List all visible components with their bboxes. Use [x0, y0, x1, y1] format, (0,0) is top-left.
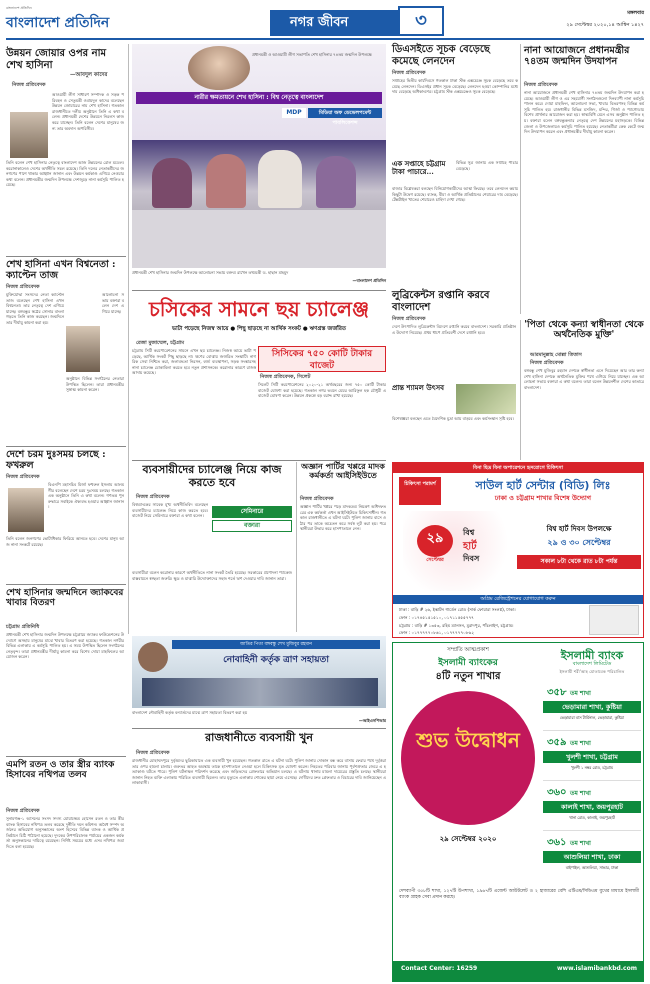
- s9b-headline: প্রান্ত শ্যামল উৎসব: [392, 383, 444, 392]
- ad-heart-ctg-phone: ফোন : ০১৭৭৭৭৭০৮৬১, ০১৭৭৭৭৭০৮৬২: [399, 630, 475, 635]
- s1-headline: উন্নয়ন জোয়ার ওপর নাম শেখ হাসিনা: [6, 48, 107, 71]
- s3-reporter: নিজস্ব প্রতিবেদক: [6, 474, 40, 480]
- s8b-body: সিলেট সিটি করপোরেশনের ২০২০-২১ অর্থবছরের জন্য ৭৫০ কোটি টাকার বাজেট ঘোষণা করা হয়েছে। গতকাল নগর ভবনে মেয়র আরিফুল হক চৌধুরী এ বাজেট ঘোষণা করেন। উন্নয়ন প্রকল্পে বড় বরাদ্দ রাখা হয়েছে।: [258, 382, 386, 399]
- heart-word: হার্ট: [463, 541, 477, 552]
- s4-reporter: চট্টগ্রাম প্রতিনিধি: [6, 624, 40, 630]
- s7-reporter: নিজস্ব প্রতিবেদক: [524, 82, 558, 88]
- s1-portrait: [10, 112, 48, 158]
- s10-body: বঙ্গবন্ধু শেখ মুজিবুর রহমান দেশকে স্বাধীনতা এনে দিয়েছেন আর তার কন্যা শেখ হাসিনা দেশকে অর্থনৈতিক মুক্তির পথে এগিয়ে নিয়ে যাচ্ছেন। এক আলোচনা সভায় বক্তারা এ কথা বলেন। তারা বলেন উন্নয়নশীল দেশের কাতারে বাংলাদেশ।: [524, 368, 644, 390]
- navy-crowd: [142, 678, 378, 706]
- navy-credit: —আইএসপিআর: [358, 718, 386, 723]
- speaker: [258, 150, 302, 208]
- ad-heart-dhaka-phone: ফোন : ০১৭৪৫১৫১৫১০, ০১৭১১৫৫৫৭৭৭: [399, 615, 475, 620]
- navy-portrait: [138, 642, 168, 672]
- logo-text: বাংলাদেশ প্রতিদিন: [6, 15, 110, 31]
- s6b-body: বিভিন্ন সূত্র জানায় এক সপ্তাহে পাচার বেড়েছে।: [456, 160, 518, 171]
- islami-bank-ad: [392, 642, 644, 982]
- s13-headline: রাজধানীতে ব্যবসায়ী খুন: [205, 731, 313, 744]
- branch-addr: খুলশী ১ নম্বর রোড, চট্টগ্রাম: [571, 765, 613, 770]
- s10-reporter: নিজস্ব প্রতিবেদক: [530, 360, 564, 366]
- branch-suffix: তম শাখা: [569, 840, 591, 847]
- heart-date: ২৯: [417, 525, 453, 557]
- event-scene: [132, 140, 386, 268]
- branch-number: ৩৬১: [547, 837, 567, 848]
- s6-body: সপ্তাহের দ্বিতীয় কার্যদিবসে গতকাল ঢাকা স্টক এক্সচেঞ্জে সূচক বেড়েছে তবে কমেছে লেনদেন। ডিএসইর প্রধান সূচক বেড়েছে। লেনদেন হওয়া কোম্পানির মধ্যে দাম বেড়েছে অধিকাংশের। চট্টগ্রাম স্টক এক্সচেঞ্জেও সূচক বেড়েছে।: [392, 78, 518, 95]
- logo: [6, 6, 136, 36]
- s1-body-cont: তিনি বলেন শেখ হাসিনার নেতৃত্বে বাংলাদেশ আজ উন্নয়নের রোল মডেল। করোনাকালেও দেশের অর্থনীতি সচল রয়েছে। তিনি দলের নেতাকর্মীদের জনগণের পাশে থাকার আহ্বান জানান এবং উন্নয়ন কর্মকাণ্ড এগিয়ে নেওয়ার কথা বলেন। প্রধানমন্ত্রীর জন্মদিন উপলক্ষে দেশজুড়ে নানা কর্মসূচি পালিত হয়েছে।: [6, 160, 124, 188]
- heart-day-word: দিবস: [463, 554, 480, 563]
- branch-item: [543, 733, 641, 781]
- ad-heart-ctg: চট্টগ্রাম : বাড়ি # ১৩৫৩, রহিম ম্যানসন, মুরাদপুর, পাঁচলাইশ, চট্টগ্রাম।: [399, 623, 514, 628]
- banner-line1: প্রধানমন্ত্রী ও আওয়ামী লীগ সভাপতি শেখ হাসিনার ৭৪তম জন্মদিন উপলক্ষে: [252, 52, 372, 57]
- s2-headline: শেখ হাসিনা এখন বিশ্বনেতা : ক্যাপ্টেন তাজ: [6, 259, 116, 281]
- page-number: ৩: [398, 6, 444, 36]
- branch-suffix: তম শাখা: [570, 790, 591, 797]
- s8-sub1: ভাটা পড়েছে নিজস্ব আয়ে: [172, 326, 229, 332]
- s8b-headline: সিসিকের ৭৫০ কোটি টাকার বাজেট: [258, 346, 386, 372]
- s7-body: নানা আয়োজনে প্রধানমন্ত্রী শেখ হাসিনার ৭৪তম জন্মদিন উদযাপন করা হয়েছে। আওয়ামী লীগ ও এর সহযোগী সংগঠনগুলো দিনব্যাপী নানা কর্মসূচি পালন করে। দোয়া মাহফিল, আলোচনা সভা, খাবার বিতরণসহ বিভিন্ন কর্মসূচি পালিত হয়। রাজধানীর বিভিন্ন মসজিদ, মন্দির, গির্জা ও প্যাগোডায় বিশেষ প্রার্থনার আয়োজন করা হয়। স্বাস্থ্যবিধি মেনে এসব অনুষ্ঠান পালিত হয়। বক্তারা বলেন বঙ্গবন্ধুকন্যার নেতৃত্বে দেশ উন্নয়নের মহাসড়কে। বিভিন্ন জেলা ও উপজেলায়ও কর্মসূচি পালিত হয়েছে। নেতাকর্মীরা কেক কেটে জন্মদিন উদযাপন করেন এবং প্রধানমন্ত্রীর দীর্ঘায়ু কামনা করেন।: [524, 90, 644, 135]
- masthead: [6, 6, 644, 40]
- s11-body-cont: ব্যবসায়ীরা বলেন করোনার কারণে অর্থনীতিতে নানা সংকট তৈরি হয়েছে। সরকারের প্রণোদনা প্যাকেজ বাস্তবায়নে স্বচ্ছতা জরুরি। ক্ষুদ্র ও মাঝারি উদ্যোক্তাদের সহজ শর্তে ঋণ দেওয়ার দাবি জানান তারা।: [132, 570, 292, 581]
- branch-suffix: তম শাখা: [569, 690, 591, 697]
- bank-footer: দেশব্যাপী ৩৫৮টি শাখা, ১২৭টি উপশাখা, ১৯৬৭টি এজেন্ট আউটলেট ও ২ হাজারের বেশি এটিএম/সিডিএম বুথের মাধ্যমে ইসলামী ব্যাংক গ্রাহক সেবা প্রদান করছে।: [399, 889, 639, 901]
- mdp-logo: MDP: [282, 108, 306, 118]
- heart-center-ad: [392, 462, 644, 638]
- s2-body-c: অনুষ্ঠানে বিভিন্ন সংগঠনের নেতারা উপস্থিত ছিলেন। তারা প্রধানমন্ত্রীর সুস্বাস্থ্য কামনা করেন।: [66, 376, 124, 393]
- s10-byline: আরমানুল্লাহ মোল্লা তিতাস: [530, 352, 582, 358]
- celebrate-circle: [401, 691, 535, 825]
- bank-tagline: ইসলামী শরী'আহ মোতাবেক পরিচালিত: [559, 669, 625, 674]
- bank-top1: সম্প্রতি আত্মপ্রকাশ: [447, 647, 489, 653]
- branch-name: খুলশী শাখা, চট্টগ্রাম: [543, 751, 641, 763]
- ad-heart-dhaka: ঢাকা : বাড়ি # ২৬, ইস্কাটন গার্ডেন রোড (সার্ক ফোয়ারা সংলগ্ন), ঢাকা।: [399, 607, 516, 612]
- navy-banner: জাতির পিতা বঙ্গবন্ধু শেখ মুজিবুর রহমান: [172, 640, 380, 649]
- table: [132, 210, 386, 268]
- branch-no: [547, 785, 591, 802]
- s10-headline: 'পিতা থেকে কন্যা স্বাধীনতা থেকে অর্থনৈতিক মুক্তি': [524, 320, 644, 341]
- navy-caption: বাংলাদেশ নৌবাহিনী কর্তৃক বন্যার্তদের মাঝে ত্রাণ সহায়তা বিতরণ করা হয়: [132, 710, 248, 715]
- s1-body: আওয়ামী লীগ সাধারণ সম্পাদক ও সড়ক পরিবহন ও সেতুমন্ত্রী ওবায়দুল কাদের বলেছেন উন্নয়ন জোয়ারের নাম শেখ হাসিনা। গতকাল রাজধানীতে দলীয় অনুষ্ঠানে তিনি এ কথা বলেন। প্রধানমন্ত্রী দেশের উন্নয়নে নিরলস কাজ করে যাচ্ছেন। তিনি বলেন দেশের মানুষের জন্য তার অবদান অপরিসীম।: [52, 92, 124, 131]
- banner-line2: নারীর ক্ষমতায়নে শেখ হাসিনা : বিশ্ব নেতৃত্বে বাংলাদেশ: [136, 92, 382, 104]
- s9-body: দেশে উৎপাদিত লুব্রিকেন্টস বিদেশে রপ্তানি করবে বাংলাদেশ। সরকারি প্রতিষ্ঠান এ উদ্যোগ নিয়েছে। প্রথম ধাপে প্রতিবেশী দেশে রপ্তানি হবে।: [392, 324, 516, 335]
- s4-body: প্রধানমন্ত্রী শেখ হাসিনার জন্মদিন উপলক্ষে চট্টগ্রামে জ্যাকব ফাউন্ডেশনের উদ্যোগে অসহায় মানুষের মাঝে খাবার বিতরণ করা হয়েছে। গতকাল নগরীর বিভিন্ন এলাকায় এ কর্মসূচি পালিত হয়। এ সময় উপস্থিত ছিলেন সংগঠনের নেতৃবৃন্দ। তারা প্রধানমন্ত্রীর দীর্ঘায়ু কামনা করে বিশেষ দোয়া মাহফিলের আয়োজন করেন।: [6, 632, 124, 660]
- issue-day: মঙ্গলবার: [627, 10, 644, 16]
- s6-headline: ডিএসইতে সূচক বেড়েছে কমেছে লেনদেন: [392, 44, 490, 67]
- s8b-reporter: নিজস্ব প্রতিবেদক, সিলেট: [260, 374, 311, 380]
- branch-number: ৩৫৮: [547, 687, 567, 698]
- branch-name: ভেড়ামারা শাখা, কুষ্টিয়া: [543, 701, 641, 713]
- s8-sub3: ঋণগ্রস্ত জর্জরিত: [309, 326, 346, 332]
- s9-body-cont: বিশেষজ্ঞরা বলছেন এতে বৈদেশিক মুদ্রা আয় বাড়বে এবং কর্মসংস্থান সৃষ্টি হবে।: [392, 416, 514, 421]
- s5-body: সুনামগঞ্জ-১ আসনের সংসদ সদস্য মোয়াজ্জেম হোসেন রতন ও তার স্ত্রীর ব্যাংক হিসাবের নথিপত্র তলব করেছে দুর্নীতি দমন কমিশন। অবৈধ সম্পদ অর্জনের অভিযোগ অনুসন্ধানের অংশ হিসেবে বিভিন্ন ব্যাংক ও আর্থিক প্রতিষ্ঠানে চিঠি পাঠানো হয়েছে। দুদকের উপপরিচালক পর্যায়ের একজন কর্মকর্তা অনুসন্ধানের দায়িত্বে রয়েছেন। নির্দিষ্ট সময়ের মধ্যে এসব নথিপত্র জমা দিতে বলা হয়েছে।: [6, 816, 124, 849]
- speakers-tag: বক্তারা: [212, 520, 292, 532]
- ad-heart-tag: চিকিৎসা পরামর্শ: [399, 477, 441, 505]
- branch-no: [547, 735, 591, 752]
- s12-reporter: নিজস্ব প্রতিবেদক: [300, 496, 334, 502]
- s12-body: অজ্ঞান পার্টির খপ্পরে পড়ে মাদকদ্রব্য নিয়ন্ত্রণ অধিদফতরের এক কর্মকর্তা এখন আইসিইউতে চিকিৎসাধীন। গতকাল রাজধানীতে এ ঘটনা ঘটে। পুলিশ জানায় বাসে ওঠার পর তাকে অচেতন করে সর্বস্ব লুট করা হয়। পরে স্থানীয়রা উদ্ধার করে হাসপাতালে নেন।: [300, 504, 386, 532]
- branch-addr: ভেড়ামারা বাস টার্মিনাল, ভেড়ামারা, কুষ্টিয়া: [559, 715, 625, 720]
- ad-heart-contact: অগ্রিম রেজিস্ট্রেশনের যোগাযোগ করুন: [393, 595, 643, 604]
- participant: [152, 158, 192, 208]
- section-title: নগর জীবন: [270, 10, 398, 36]
- branch-item: [543, 683, 641, 731]
- bank-contact[interactable]: Contact Center: 16259: [401, 965, 478, 972]
- branch-number: ৩৬০: [547, 787, 567, 798]
- photo-credit: —বাংলাদেশ প্রতিদিন: [352, 278, 386, 283]
- participant: [206, 154, 246, 208]
- branch-addr: থানা রোড, কালাই, জয়পুরহাট: [569, 815, 615, 820]
- s8-headline: চসিকের সামনে ছয় চ্যালেঞ্জ: [148, 297, 370, 321]
- bank-bottom-bar: [393, 961, 643, 981]
- s4-headline: শেখ হাসিনার জন্মদিনে জ্যাকবের খাবার বিতরণ: [6, 588, 124, 609]
- ad-heart-time: সকাল ৮টা থেকে রাত ৮টা পর্যন্ত: [517, 555, 641, 569]
- photo-caption: প্রধানমন্ত্রী শেখ হাসিনার জন্মদিন উপলক্ষে আলোচনা সভায় বক্তব্য রাখেন তথ্যমন্ত্রী ড. হাছান মাহমুদ: [132, 270, 289, 275]
- heart-graphic: [403, 511, 513, 591]
- s9-photo: [456, 384, 516, 414]
- s11-headline: ব্যবসায়ীদের চ্যালেঞ্জ নিয়ে কাজ করতে হবে: [142, 463, 282, 489]
- s6-reporter: নিজস্ব প্রতিবেদক: [392, 70, 426, 76]
- bank-top2: ইসলামী ব্যাংকের: [438, 658, 498, 668]
- s9-reporter: নিজস্ব প্রতিবেদক: [392, 316, 426, 322]
- s9-headline: লুব্রিকেন্টস রপ্তানি করবে বাংলাদেশ: [392, 290, 490, 313]
- issue-date: ২৯ সেপ্টেম্বর ২০২০,১৪ আশ্বিন ১৪২৭: [566, 22, 644, 28]
- bank-date: ২৯ সেপ্টেম্বর ২০২০: [439, 835, 497, 843]
- branch-no: [547, 835, 591, 852]
- s8-sub2: পিছু ছাড়ছে না আর্থিক সংকট: [237, 326, 301, 332]
- s2-body-b: আলোচনা সভায় বক্তারা বলেন দেশ এগিয়ে যাচ্ছে।: [102, 292, 124, 314]
- ad-heart-name: সাউল হার্ট সেন্টার (বিডি) লিঃ: [475, 479, 611, 492]
- branch-number: ৩৫৯: [547, 737, 567, 748]
- s7-headline: নানা আয়োজনে প্রধানমন্ত্রীর ৭৪তম জন্মদিন উদযাপন: [524, 45, 630, 67]
- navy-text: নোবাহিনী কর্তৃক ত্রাণ সহায়তা: [223, 655, 329, 665]
- bank-logo-sub: বাংলাদেশ লিমিটেড: [572, 661, 612, 667]
- heart-world: বিশ্ব: [463, 528, 475, 537]
- branch-suffix: তম শাখা: [569, 740, 591, 747]
- seminar-tag: সেমিনারে: [212, 506, 292, 518]
- branch-addr: বাইপাইল, আশুলিয়া, সাভার, ঢাকা: [565, 865, 619, 870]
- heart-month: সেপ্টেম্বর: [426, 557, 444, 563]
- s3-body: বিএনপি মহাসচিব মির্জা ফখরুল ইসলাম আলমগীর বলেছেন দেশে চরম দুঃসময় চলছে। গতকাল এক অনুষ্ঠানে তিনি এ কথা বলেন। গণতন্ত্র পুনরুদ্ধারে সবাইকে ঐক্যবদ্ধ হওয়ার আহ্বান জানান।: [48, 482, 124, 510]
- s2-portrait: [66, 326, 100, 372]
- s13-body: রাজধানীর মোহাম্মদপুরে দুর্বৃত্তদের ছুরিকাঘাতে এক ব্যবসায়ী খুন হয়েছেন। গতকাল রাতে এ ঘটনা ঘটে। পুলিশ জানায় দোকান বন্ধ করে বাসায় ফেরার পথে দুর্বৃত্তরা তার ওপর হামলা চালায়। গুরুতর আহত অবস্থায় তাকে হাসপাতালে নেওয়া হলে চিকিৎসক মৃত ঘোষণা করেন। নিহতের পরিবার জানায় পূর্বশত্রুতার জেরে এ হত্যাকাণ্ড ঘটতে পারে। পুলিশ ঘটনাস্থল পরিদর্শন করেছে এবং জড়িতদের গ্রেফতারে অভিযান চলছে। এ ঘটনায় থানায় মামলা দায়েরের প্রস্তুতি চলছে। স্থানীয়রা জানান নিহত ব্যক্তি এলাকায় পরিচিত ব্যবসায়ী ছিলেন। তার মৃত্যুতে এলাকায় শোকের ছায়া নেমে এসেছে। দোষীদের দ্রুত গ্রেফতার ও বিচারের দাবি জানিয়েছেন এলাকাবাসী।: [132, 758, 387, 786]
- s8-reporter: রেজা মুজাম্মেল, চট্টগ্রাম: [136, 340, 185, 346]
- s1-reporter: নিজস্ব প্রতিবেদক: [12, 82, 46, 88]
- s3-headline: দেশে চরম দুঃসময় চলছে : ফখরুল: [6, 449, 106, 471]
- navy-photo: [132, 636, 386, 708]
- event-banner: [132, 44, 386, 140]
- s8-subheads: ভাটা পড়েছে নিজস্ব আয়ে ● পিছু ছাড়ছে না আর্থিক সংকট ● ঋণগ্রস্ত জর্জরিত: [172, 326, 346, 332]
- s13-reporter: নিজস্ব প্রতিবেদক: [136, 750, 170, 756]
- s5-headline: এমপি রতন ও তার স্ত্রীর ব্যাংক হিসাবের নথিপত্র তলব: [6, 760, 115, 781]
- s5-reporter: নিজস্ব প্রতিবেদক: [6, 808, 40, 814]
- event-photo: [132, 44, 386, 268]
- s11-reporter: নিজস্ব প্রতিবেদক: [136, 494, 170, 500]
- ad-heart-branch: ঢাকা ও চট্টগ্রাম শাখার বিশেষ উদ্যোগ: [494, 494, 592, 502]
- participant: [316, 156, 356, 208]
- bank-celebrate: শুভ উদ্বোধন: [416, 728, 520, 752]
- s8-body: চট্টগ্রাম সিটি করপোরেশনের সামনে এখন ছয় চ্যালেঞ্জ। নিজস্ব আয়ে ভাটা পড়েছে, আর্থিক সংকট পিছু ছাড়ছে না। ঋণের বোঝায় জর্জরিত সংস্থাটি। নাগরিক সেবা নিশ্চিত করা, জলাবদ্ধতা নিরসন, বর্জ্য ব্যবস্থাপনা, সড়ক সংস্কারসহ নানা চ্যালেঞ্জ মোকাবিলা করতে হবে নতুন প্রশাসনকে। করোনার কারণে রাজস্ব আদায় কমেছে।: [132, 348, 256, 376]
- branch-list: [543, 683, 641, 883]
- bank-logo-name: ইসলামী ব্যাংক: [560, 649, 624, 662]
- bank-website[interactable]: www.islamibankbd.com: [557, 965, 637, 972]
- ad-heart-event: বিশ্ব হার্ট দিবস উপলক্ষে: [546, 525, 612, 533]
- s12-headline: অজ্ঞান পার্টির খপ্পরে মাদক কর্মকর্তা আইসিইউতে: [301, 461, 385, 481]
- s3-body-cont: তিনি বলেন জনগণের ভোটাধিকার ফিরিয়ে আনতে হবে। দেশের মানুষ আজ নানা সংকটে রয়েছে।: [6, 536, 124, 547]
- banner-org: মিডিয়া অফ ডেভেলপমেন্ট পাবলিকেশন্স: [308, 108, 382, 118]
- branch-no: [547, 685, 591, 702]
- leader-photo: [188, 46, 250, 90]
- branch-name: কালাই শাখা, জয়পুরহাট: [543, 801, 641, 813]
- ad-qr-area: [589, 605, 639, 635]
- s3-portrait: [8, 488, 44, 532]
- branch-item: [543, 833, 641, 881]
- logo-tag-small: বাংলাদেশ প্রতিদিন: [6, 6, 32, 10]
- s1-byline: —আবদুল কাদের: [70, 72, 108, 78]
- branch-item: [543, 783, 641, 831]
- bank-top3: ৪টি নতুন শাখার: [435, 671, 501, 682]
- ad-heart-header: বিনা ছিদ্র বিনা অপারেশনে হৃদরোগে চিকিৎসা: [393, 463, 643, 473]
- ad-heart-days: ২৯ ও ৩০ সেপ্টেম্বর: [547, 538, 611, 547]
- s6-body-cont: বাজার বিশ্লেষকরা বলছেন বিনিয়োগকারীদের আস্থা ফিরছে। তবে লেনদেন কমায় কিছুটা উদ্বেগ রয়েছে। ব্যাংক, বীমা ও আর্থিক প্রতিষ্ঠানের শেয়ারের দাম বেড়েছে। টেক্সটাইল খাতের শেয়ারেও চাহিদা দেখা গেছে।: [392, 186, 518, 203]
- s11-body: বিশ্বব্যাংকের সাবেক মুখ্য অর্থনীতিবিদ বলেছেন ব্যবসায়ীদের চ্যালেঞ্জ নিয়ে কাজ করতে হবে। বাজেট নিয়ে সেমিনারে বক্তারা এ কথা বলেন।: [132, 502, 208, 519]
- branch-name: আশুলিয়া শাখা, ঢাকা: [543, 851, 641, 863]
- s2-reporter: নিজস্ব প্রতিবেদক: [6, 284, 40, 290]
- s6b-headline: এক সপ্তাহে চট্টগ্রাম টাকা পাচারে...: [392, 159, 446, 177]
- s2-body: মুক্তিযোদ্ধা সংসদের নেতা ক্যাপ্টেন তাজ বলেছেন শেখ হাসিনা এখন বিশ্বনেতা। তার নেতৃত্বে দেশ এগিয়ে যাচ্ছে। বঙ্গবন্ধুর স্বপ্নের সোনার বাংলা গড়তে তিনি কাজ করছেন। জন্মদিনে তার দীর্ঘায়ু কামনা করা হয়।: [6, 292, 64, 325]
